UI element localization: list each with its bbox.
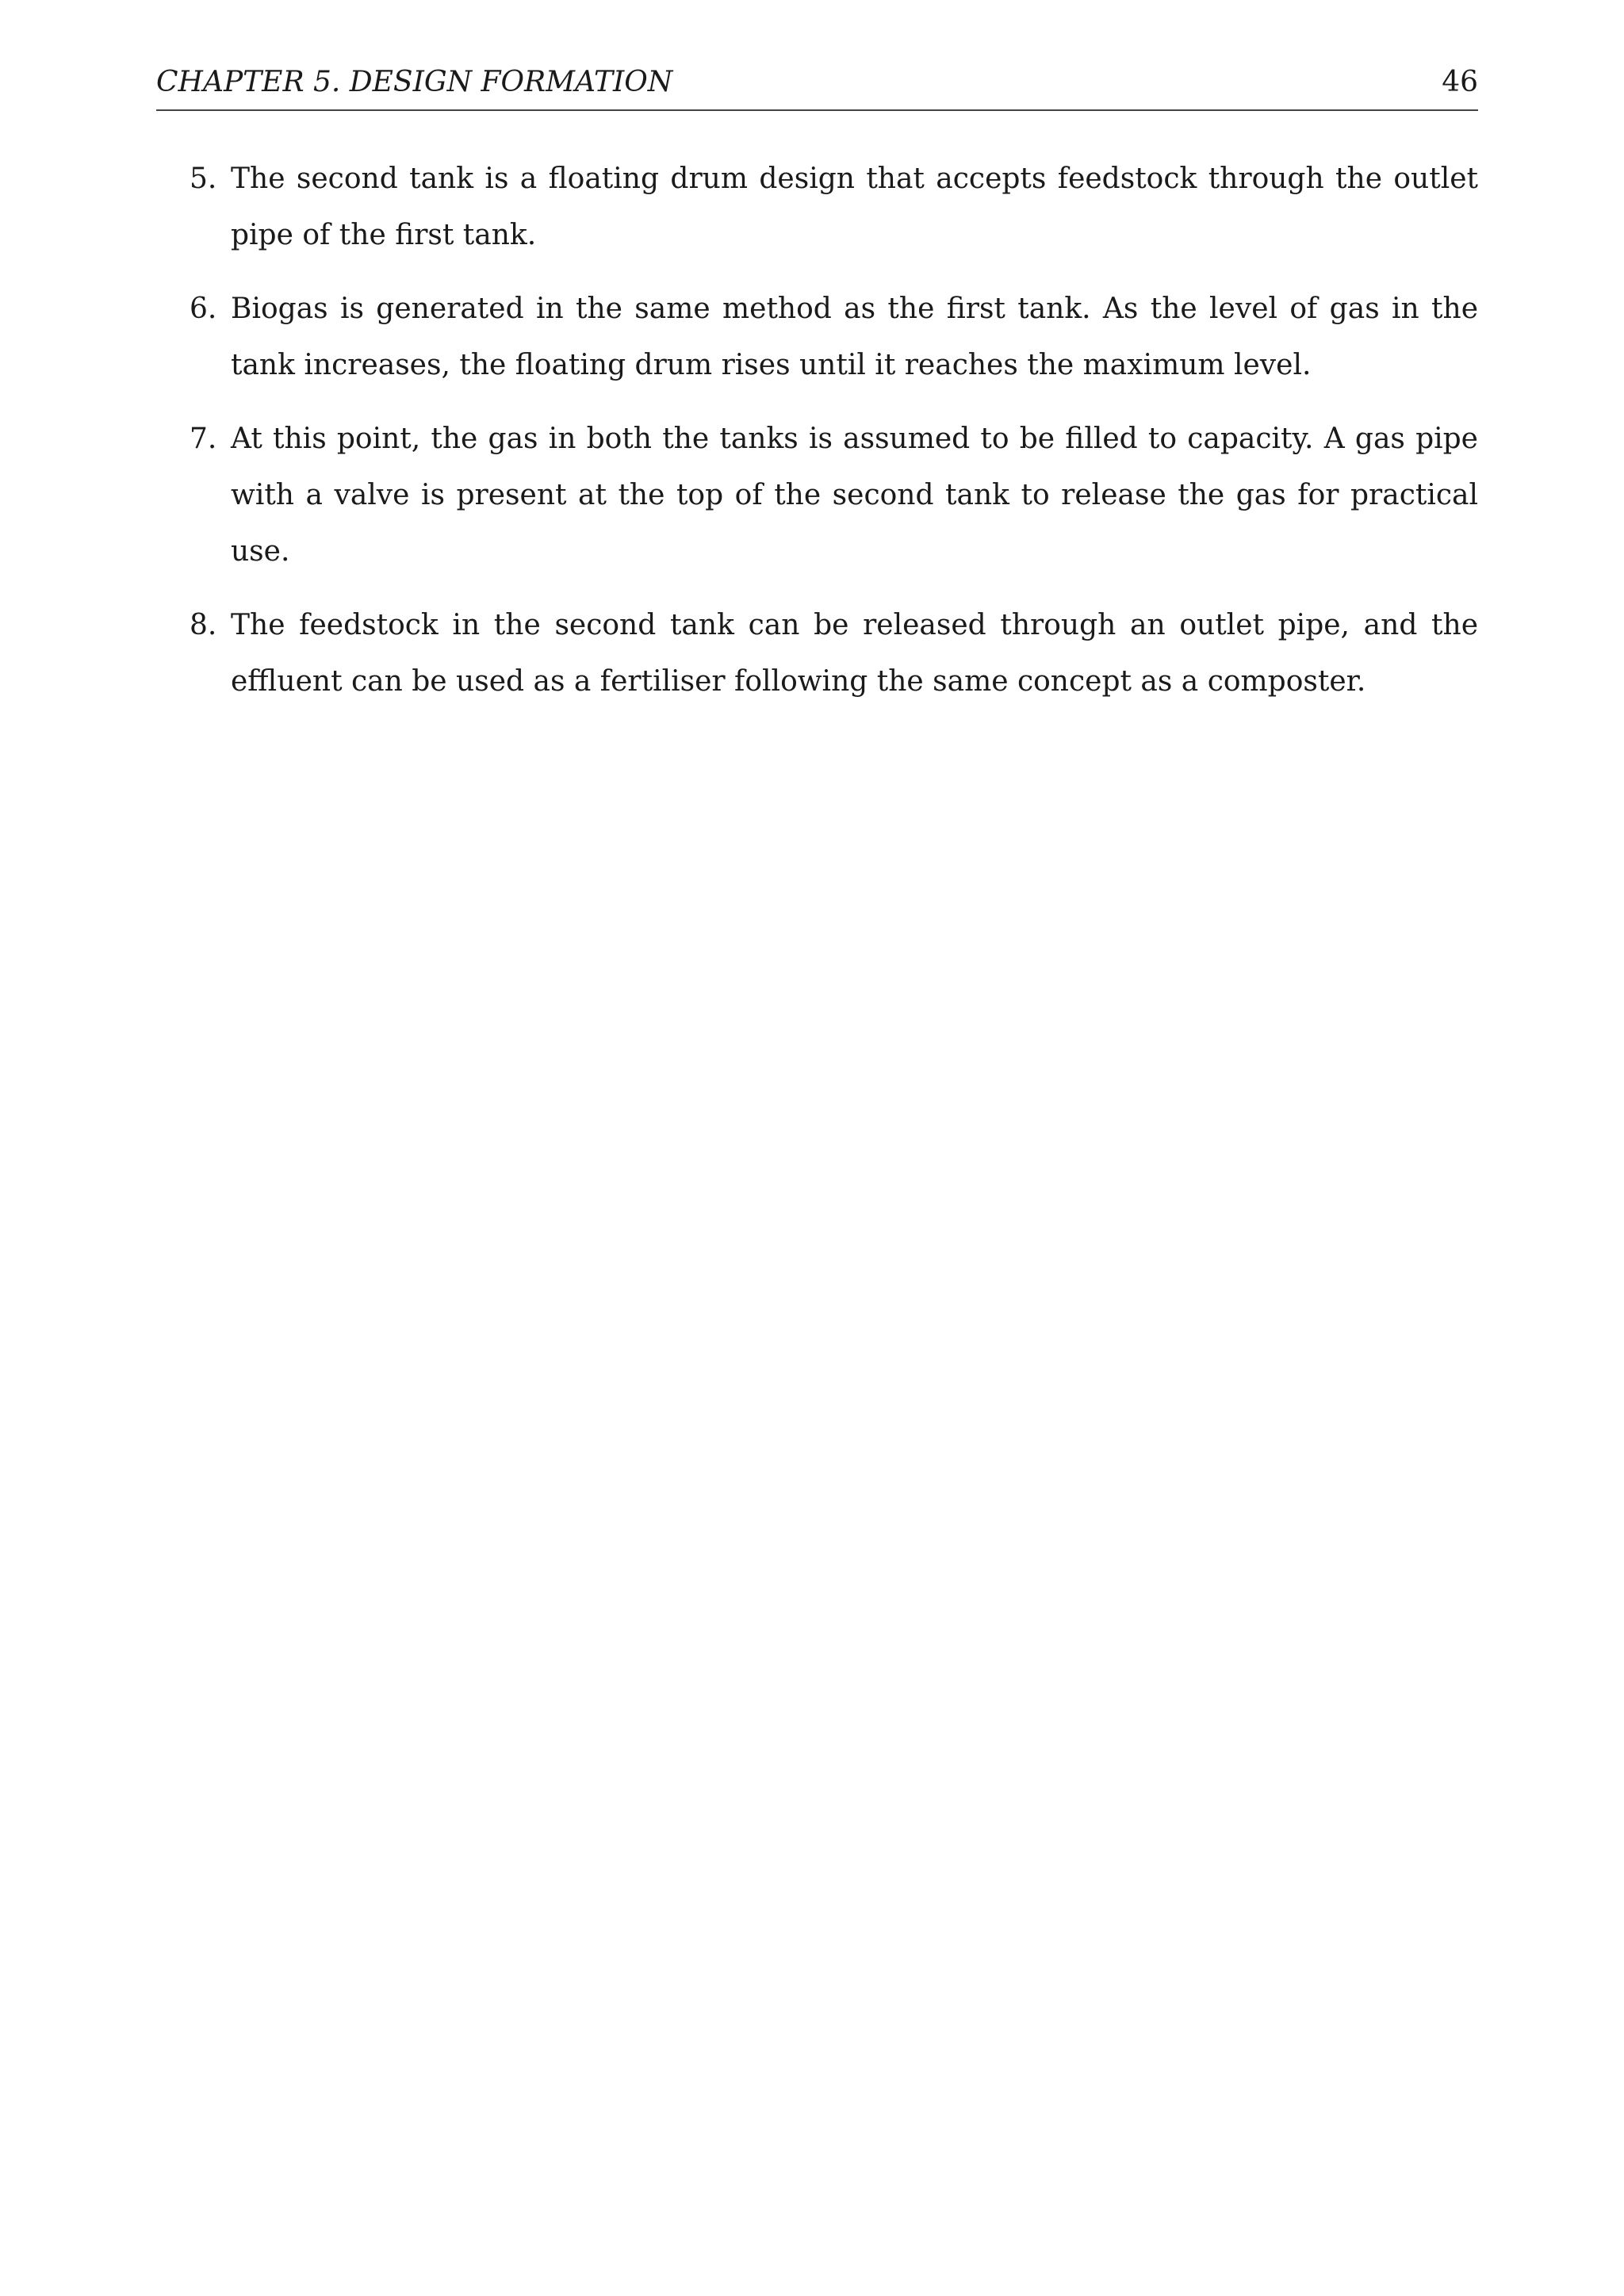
list-item-text: Biogas is generated in the same method as the first tank. As the level of gas in the tank increases, the floating drum rises until it reaches the maximum level. — [231, 293, 1478, 381]
list-item-number: 5. — [190, 163, 217, 195]
page-number: 46 — [1442, 66, 1478, 98]
list-item-number: 8. — [190, 609, 217, 641]
list-item — [156, 151, 1478, 263]
list-item-number: 7. — [190, 423, 217, 455]
list-item — [156, 411, 1478, 580]
list-item — [156, 597, 1478, 710]
numbered-list — [156, 151, 1478, 727]
list-item — [156, 281, 1478, 393]
page-header — [156, 62, 1478, 111]
list-item-text: The feedstock in the second tank can be released through an outlet pipe, and the effluent can be used as a fertiliser following the same concept as a composter. — [231, 609, 1478, 698]
list-item-text: The second tank is a floating drum design that accepts feedstock through the outlet pipe of the first tank. — [231, 163, 1478, 251]
running-head: CHAPTER 5. DESIGN FORMATION — [156, 66, 673, 98]
list-item-number: 6. — [190, 293, 217, 325]
list-item-text: At this point, the gas in both the tanks is assumed to be filled to capacity. A gas pipe with a valve is present at the top of the second tank to release the gas for practical use. — [231, 423, 1478, 568]
